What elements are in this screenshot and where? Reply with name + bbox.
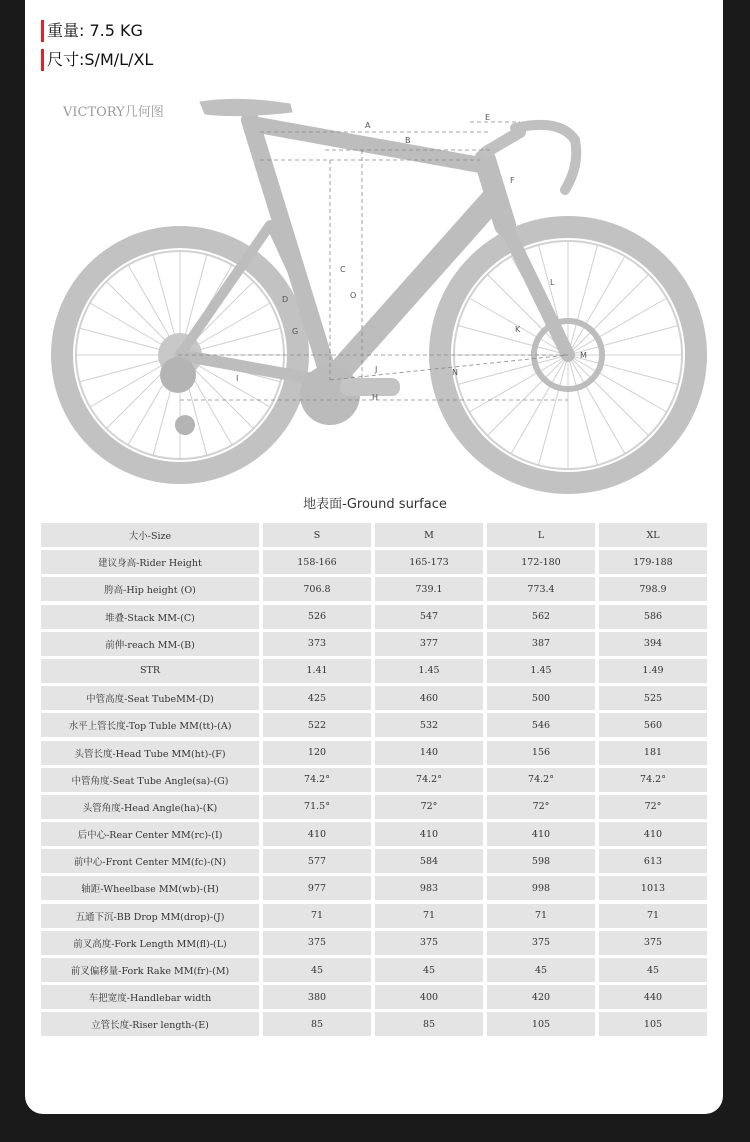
row-value: 71.5° xyxy=(263,795,371,819)
row-label: 水平上管长度-Top Tuble MM(tt)-(A) xyxy=(41,713,259,737)
row-value: 706.8 xyxy=(263,577,371,601)
row-value: 394 xyxy=(599,632,707,656)
header-xl: XL xyxy=(599,523,707,547)
row-value: 74.2° xyxy=(487,768,595,792)
row-value: 739.1 xyxy=(375,577,483,601)
row-value: 72° xyxy=(487,795,595,819)
table-row xyxy=(41,605,709,629)
header-l: L xyxy=(487,523,595,547)
table-row xyxy=(41,768,709,792)
row-label: 车把宽度-Handlebar width xyxy=(41,985,259,1009)
row-value: 74.2° xyxy=(375,768,483,792)
row-value: 1013 xyxy=(599,876,707,900)
row-value: 546 xyxy=(487,713,595,737)
row-value: 45 xyxy=(599,958,707,982)
table-row xyxy=(41,577,709,601)
row-value: 375 xyxy=(375,931,483,955)
row-value: 998 xyxy=(487,876,595,900)
row-value: 773.4 xyxy=(487,577,595,601)
row-value: 598 xyxy=(487,849,595,873)
table-row xyxy=(41,849,709,873)
row-label: 中管高度-Seat TubeMM-(D) xyxy=(41,686,259,710)
row-value: 71 xyxy=(263,904,371,928)
row-value: 72° xyxy=(599,795,707,819)
row-value: 1.41 xyxy=(263,659,371,683)
row-value: 105 xyxy=(487,1012,595,1036)
header-size: 大小-Size xyxy=(41,523,259,547)
row-value: 560 xyxy=(599,713,707,737)
wheel-spoke xyxy=(568,274,649,355)
row-label: 头管角度-Head Angle(ha)-(K) xyxy=(41,795,259,819)
row-value: 165-173 xyxy=(375,550,483,574)
row-value: 85 xyxy=(375,1012,483,1036)
row-value: 1.45 xyxy=(375,659,483,683)
row-value: 584 xyxy=(375,849,483,873)
row-value: 158-166 xyxy=(263,550,371,574)
row-value: 983 xyxy=(375,876,483,900)
header-s: S xyxy=(263,523,371,547)
row-label: 立管长度-Riser length-(E) xyxy=(41,1012,259,1036)
row-value: 120 xyxy=(263,741,371,765)
dim-letter-h: H xyxy=(372,393,379,402)
row-value: 410 xyxy=(599,822,707,846)
bike-geometry-diagram xyxy=(0,0,750,520)
row-label: 建议身高-Rider Height xyxy=(41,550,259,574)
row-value: 798.9 xyxy=(599,577,707,601)
dim-letter-b: B xyxy=(405,136,411,145)
table-row xyxy=(41,741,709,765)
dim-letter-i: I xyxy=(236,374,239,383)
size-spec: 尺寸:S/M/L/XL xyxy=(41,49,153,71)
dim-letter-o: O xyxy=(350,291,357,300)
table-row xyxy=(41,876,709,900)
row-value: 375 xyxy=(487,931,595,955)
table-row xyxy=(41,713,709,737)
row-label: 五通下沉-BB Drop MM(drop)-(J) xyxy=(41,904,259,928)
row-label: 堆叠-Stack MM-(C) xyxy=(41,605,259,629)
table-row xyxy=(41,659,709,683)
row-value: 526 xyxy=(263,605,371,629)
row-value: 74.2° xyxy=(599,768,707,792)
row-label: 前中心-Front Center MM(fc)-(N) xyxy=(41,849,259,873)
dim-letter-n: N xyxy=(452,368,458,377)
dim-letter-a: A xyxy=(365,121,371,130)
row-value: 72° xyxy=(375,795,483,819)
row-value: 181 xyxy=(599,741,707,765)
row-label: 后中心-Rear Center MM(rc)-(I) xyxy=(41,822,259,846)
row-value: 45 xyxy=(487,958,595,982)
row-value: 140 xyxy=(375,741,483,765)
wheel-spoke xyxy=(458,355,568,385)
dim-letter-g: G xyxy=(292,327,299,336)
row-value: 613 xyxy=(599,849,707,873)
row-value: 410 xyxy=(263,822,371,846)
row-value: 547 xyxy=(375,605,483,629)
dim-letter-f: F xyxy=(510,176,515,185)
row-label: 中管角度-Seat Tube Angle(sa)-(G) xyxy=(41,768,259,792)
row-value: 977 xyxy=(263,876,371,900)
table-row xyxy=(41,686,709,710)
geometry-caption: VICTORY几何图 xyxy=(63,105,164,120)
dim-letter-e: E xyxy=(485,113,491,122)
row-value: 172-180 xyxy=(487,550,595,574)
table-row xyxy=(41,1012,709,1036)
row-value: 562 xyxy=(487,605,595,629)
wheel-spoke xyxy=(568,245,598,355)
row-value: 375 xyxy=(263,931,371,955)
row-value: 45 xyxy=(375,958,483,982)
row-value: 377 xyxy=(375,632,483,656)
row-value: 156 xyxy=(487,741,595,765)
row-value: 460 xyxy=(375,686,483,710)
wheel-spoke xyxy=(487,355,568,436)
row-value: 400 xyxy=(375,985,483,1009)
table-body xyxy=(41,550,709,1036)
row-value: 410 xyxy=(487,822,595,846)
wheel-spoke xyxy=(568,355,598,465)
row-value: 420 xyxy=(487,985,595,1009)
dim-letter-m: M xyxy=(580,351,587,360)
table-row xyxy=(41,904,709,928)
header-m: M xyxy=(375,523,483,547)
row-value: 71 xyxy=(375,904,483,928)
row-value: 1.45 xyxy=(487,659,595,683)
row-value: 45 xyxy=(263,958,371,982)
wheel-spoke xyxy=(568,355,649,436)
row-value: 85 xyxy=(263,1012,371,1036)
row-value: 373 xyxy=(263,632,371,656)
row-value: 532 xyxy=(375,713,483,737)
table-row xyxy=(41,822,709,846)
dim-letter-c: C xyxy=(340,265,346,274)
table-row xyxy=(41,958,709,982)
wheel-spoke xyxy=(538,355,568,465)
ground-surface-label: 地表面-Ground surface xyxy=(303,497,447,512)
row-label: 轴距-Wheelbase MM(wb)-(H) xyxy=(41,876,259,900)
table-row xyxy=(41,550,709,574)
row-value: 586 xyxy=(599,605,707,629)
row-value: 500 xyxy=(487,686,595,710)
row-value: 410 xyxy=(375,822,483,846)
row-label: 头管长度-Head Tube MM(ht)-(F) xyxy=(41,741,259,765)
row-value: 380 xyxy=(263,985,371,1009)
row-label: 前伸-reach MM-(B) xyxy=(41,632,259,656)
row-value: 105 xyxy=(599,1012,707,1036)
row-value: 71 xyxy=(487,904,595,928)
row-label: 前叉偏移量-Fork Rake MM(fr)-(M) xyxy=(41,958,259,982)
row-value: 387 xyxy=(487,632,595,656)
table-row xyxy=(41,931,709,955)
row-value: 577 xyxy=(263,849,371,873)
row-value: 425 xyxy=(263,686,371,710)
row-value: 74.2° xyxy=(263,768,371,792)
dim-letter-j: J xyxy=(375,365,378,374)
table-header-row xyxy=(41,523,709,547)
weight-spec: 重量: 7.5 KG xyxy=(41,20,143,42)
row-value: 375 xyxy=(599,931,707,955)
table-row xyxy=(41,985,709,1009)
dim-letter-d: D xyxy=(282,295,289,304)
row-value: 440 xyxy=(599,985,707,1009)
row-label: STR xyxy=(41,659,259,683)
row-value: 522 xyxy=(263,713,371,737)
table-row xyxy=(41,632,709,656)
dim-letter-l: L xyxy=(550,278,555,287)
row-value: 1.49 xyxy=(599,659,707,683)
dim-letter-k: K xyxy=(515,325,521,334)
row-value: 525 xyxy=(599,686,707,710)
row-value: 71 xyxy=(599,904,707,928)
row-label: 前叉高度-Fork Length MM(fl)-(L) xyxy=(41,931,259,955)
row-value: 179-188 xyxy=(599,550,707,574)
row-label: 胯高-Hip height (O) xyxy=(41,577,259,601)
table-row xyxy=(41,795,709,819)
geometry-table xyxy=(41,523,709,1040)
